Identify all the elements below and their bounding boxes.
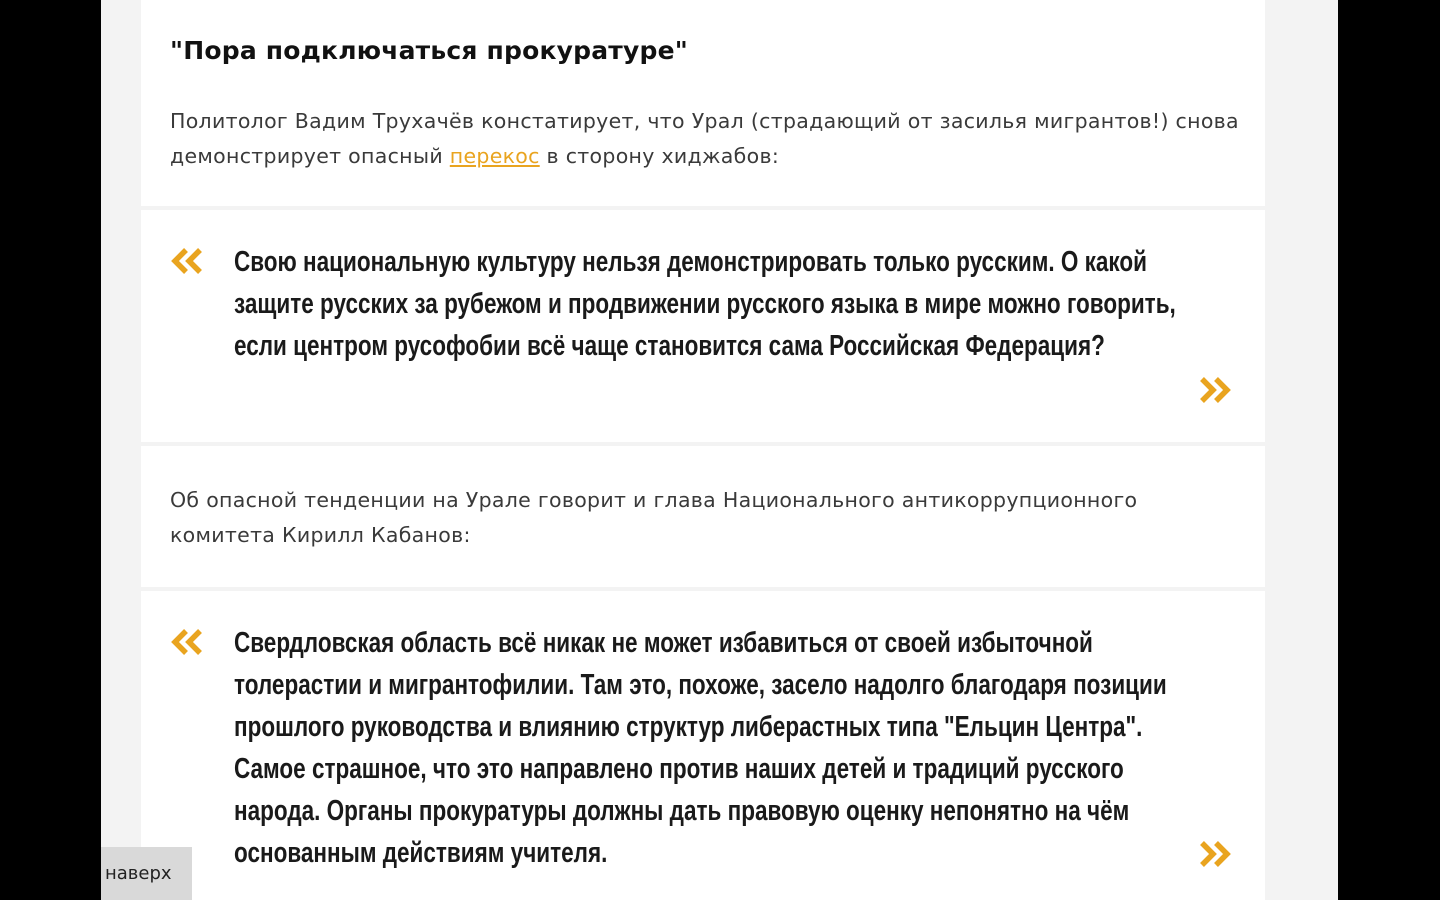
intro-paragraph <box>170 104 1240 174</box>
section-heading: "Пора подключаться прокуратуре" <box>170 36 688 65</box>
text-block-middle <box>141 446 1265 587</box>
back-to-top-button[interactable]: наверх <box>101 847 192 900</box>
quote-block-trukhachev <box>141 210 1265 442</box>
quote-text: Свердловская область всё никак не может избавиться от своей избыточной толерастии и мигрантофилии. Там это, похоже, засело надолго благодаря позиции прошлого руководства и влиянию структур либерастных типа "Ельцин Центра". Самое страшное, что это направлено против наших детей и традиций русского народа. Органы прокуратуры должны дать правовую оценку непонятно на чём основанным действиям учителя. <box>234 627 1167 869</box>
intro-text-end: в сторону хиджабов: <box>539 144 780 168</box>
quote-close-icon <box>1199 375 1233 405</box>
article-page <box>101 0 1338 900</box>
intro-text-start: Политолог Вадим Трухачёв констатирует, что Урал (страдающий от засилья мигрантов!) снова демонстрирует опасный <box>170 109 1239 168</box>
quote-close-icon <box>1199 839 1233 869</box>
quote-text: Свою национальную культуру нельзя демонстрировать только русским. О какой защите русских за рубежом и продвижении русского языка в мире можно говорить, если центром русофобии всё чаще становится сама Российская Федерация? <box>234 246 1176 362</box>
perekos-link[interactable]: перекос <box>449 144 540 168</box>
quote-open-icon <box>169 627 203 657</box>
quote-block-kabanov <box>141 591 1265 900</box>
text-block-intro <box>141 0 1265 206</box>
quote-open-icon <box>169 246 203 276</box>
middle-paragraph: Об опасной тенденции на Урале говорит и глава Национального антикоррупционного комитета Кирилл Кабанов: <box>170 488 1138 547</box>
